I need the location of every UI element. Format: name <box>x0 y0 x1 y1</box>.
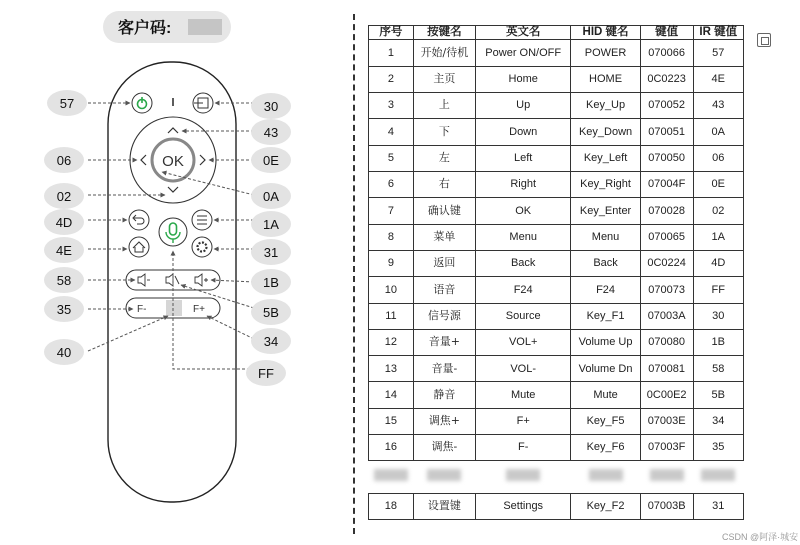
callout-right <box>251 147 291 173</box>
table-cell: 14 <box>369 382 414 408</box>
col-header: HID 键名 <box>571 26 640 40</box>
col-header: 英文名 <box>476 26 571 40</box>
table-cell: 58 <box>693 356 743 382</box>
redacted-cell <box>476 461 571 493</box>
input-source-button[interactable] <box>193 93 213 113</box>
table-row <box>369 408 744 434</box>
table-cell: 07004F <box>640 171 693 197</box>
col-header: IR 键值 <box>693 26 743 40</box>
table-cell: Menu <box>571 224 640 250</box>
redacted-cell <box>571 461 640 493</box>
table-cell: 菜单 <box>413 224 475 250</box>
table-row <box>369 145 744 171</box>
table-cell: 下 <box>413 119 475 145</box>
remote-diagram <box>0 0 352 545</box>
table-header-row <box>369 26 744 40</box>
table-cell: 0E <box>693 171 743 197</box>
table-cell: 12 <box>369 329 414 355</box>
callout-text: 35 <box>56 302 72 317</box>
table-cell: Key_Left <box>571 145 640 171</box>
callout-text: 34 <box>263 334 279 349</box>
table-cell: 07003A <box>640 303 693 329</box>
table-cell: 18 <box>369 493 414 519</box>
callout-text: 0A <box>263 189 279 204</box>
table-cell: 8 <box>369 224 414 250</box>
table-cell: 1B <box>693 329 743 355</box>
table-row <box>369 382 744 408</box>
table-row <box>369 119 744 145</box>
table-cell: 4 <box>369 119 414 145</box>
table-cell: 调焦- <box>413 435 475 461</box>
table-cell: 02 <box>693 198 743 224</box>
table-cell: 音量+ <box>413 329 475 355</box>
callout-text: 4D <box>55 215 73 230</box>
table-cell: OK <box>476 198 571 224</box>
table-cell: 070052 <box>640 92 693 118</box>
table-cell: Key_F2 <box>571 493 640 519</box>
table-cell: 07003F <box>640 435 693 461</box>
table-cell: 7 <box>369 198 414 224</box>
callout-input <box>251 93 291 119</box>
table-cell: 34 <box>693 408 743 434</box>
table-cell: 5 <box>369 145 414 171</box>
table-cell: Home <box>476 66 571 92</box>
table-cell: Down <box>476 119 571 145</box>
table-cell: 11 <box>369 303 414 329</box>
table-cell: VOL- <box>476 356 571 382</box>
customer-code-redacted <box>188 19 222 35</box>
table-cell: Key_Enter <box>571 198 640 224</box>
table-body <box>369 40 744 520</box>
table-cell: HOME <box>571 66 640 92</box>
table-cell: 07003B <box>640 493 693 519</box>
table-row <box>369 171 744 197</box>
table-cell: 0C0224 <box>640 250 693 276</box>
table-cell: Back <box>476 250 571 276</box>
callout-text: 4E <box>56 243 72 258</box>
table-cell: 070080 <box>640 329 693 355</box>
table-cell: Settings <box>476 493 571 519</box>
table-cell: 调焦+ <box>413 408 475 434</box>
callout-text: 40 <box>56 345 72 360</box>
table-cell: 6 <box>369 171 414 197</box>
table-cell: 9 <box>369 250 414 276</box>
table-cell: 0A <box>693 119 743 145</box>
callout-text: 30 <box>263 99 279 114</box>
table-cell: VOL+ <box>476 329 571 355</box>
table-cell: 30 <box>693 303 743 329</box>
customer-code-label: 客户码: <box>118 20 172 37</box>
table-cell: 4E <box>693 66 743 92</box>
col-header: 序号 <box>369 26 414 40</box>
table-cell: 左 <box>413 145 475 171</box>
table-cell: 开始/待机 <box>413 40 475 66</box>
table-cell: 3 <box>369 92 414 118</box>
table-row <box>369 92 744 118</box>
table-cell: 确认键 <box>413 198 475 224</box>
table-row <box>369 493 744 519</box>
table-row <box>369 435 744 461</box>
callout-voice <box>246 360 286 386</box>
table-cell: 0C0223 <box>640 66 693 92</box>
redacted-row <box>369 461 744 493</box>
table-cell: Volume Up <box>571 329 640 355</box>
callout-settings <box>251 239 291 265</box>
table-cell: 15 <box>369 408 414 434</box>
callout-text: 0E <box>263 153 279 168</box>
table-cell: 070028 <box>640 198 693 224</box>
table-row <box>369 356 744 382</box>
table-cell: 设置键 <box>413 493 475 519</box>
table-cell: Source <box>476 303 571 329</box>
focus-plus-button[interactable]: F+ <box>193 304 205 315</box>
redacted-block <box>650 469 684 481</box>
table-cell: F24 <box>476 277 571 303</box>
callout-f-plus <box>251 328 291 354</box>
ok-label: OK <box>162 153 184 170</box>
callout-text: 57 <box>59 96 75 111</box>
table-cell: 070051 <box>640 119 693 145</box>
table-cell: 语音 <box>413 277 475 303</box>
callout-text: 31 <box>263 245 279 260</box>
table-cell: 返回 <box>413 250 475 276</box>
table-cell: F- <box>476 435 571 461</box>
key-mapping-table <box>368 25 744 520</box>
col-header: 按键名 <box>413 26 475 40</box>
scan-icon <box>757 33 771 47</box>
table-cell: 上 <box>413 92 475 118</box>
voice-button[interactable] <box>159 218 187 246</box>
table-row <box>369 224 744 250</box>
table-cell: 070066 <box>640 40 693 66</box>
table-cell: FF <box>693 277 743 303</box>
table-row <box>369 329 744 355</box>
table-cell: Up <box>476 92 571 118</box>
table-cell: 35 <box>693 435 743 461</box>
table-cell: 右 <box>413 171 475 197</box>
table-cell: F+ <box>476 408 571 434</box>
callout-text: FF <box>258 366 274 381</box>
callout-power <box>47 90 87 116</box>
callout-text: 02 <box>56 189 72 204</box>
redacted-block <box>374 469 408 481</box>
table-cell: POWER <box>571 40 640 66</box>
settings-button[interactable] <box>192 237 212 257</box>
table-cell: Back <box>571 250 640 276</box>
redacted-block <box>701 469 735 481</box>
table-row <box>369 303 744 329</box>
callout-text: 06 <box>56 153 72 168</box>
table-cell: 4D <box>693 250 743 276</box>
table-cell: 31 <box>693 493 743 519</box>
table-cell: 信号源 <box>413 303 475 329</box>
table-row <box>369 198 744 224</box>
callout-ok <box>251 183 291 209</box>
table-row <box>369 66 744 92</box>
table-cell: Key_F1 <box>571 303 640 329</box>
home-button[interactable] <box>129 237 149 257</box>
table-cell: Key_Right <box>571 171 640 197</box>
table-cell: 43 <box>693 92 743 118</box>
col-header: 键值 <box>640 26 693 40</box>
table-row <box>369 277 744 303</box>
table-cell: 06 <box>693 145 743 171</box>
table-cell: 070065 <box>640 224 693 250</box>
customer-code-badge <box>103 11 231 43</box>
table-cell: 07003E <box>640 408 693 434</box>
callout-text: 1B <box>263 275 279 290</box>
table-cell: F24 <box>571 277 640 303</box>
table-cell: Mute <box>571 382 640 408</box>
table-cell: 音量- <box>413 356 475 382</box>
callout-text: 43 <box>263 125 279 140</box>
table-cell: Key_F5 <box>571 408 640 434</box>
table-row <box>369 40 744 66</box>
redacted-cell <box>369 461 414 493</box>
callout-text: 1A <box>263 217 279 232</box>
redacted-cell <box>413 461 475 493</box>
table-cell: Key_Up <box>571 92 640 118</box>
redacted-block <box>506 469 540 481</box>
callout-text: 5B <box>263 305 279 320</box>
focus-minus-button[interactable]: F- <box>137 304 147 315</box>
callout-text: 58 <box>56 273 72 288</box>
callout-vol-down <box>44 267 84 293</box>
table-cell: Mute <box>476 382 571 408</box>
redacted-block <box>427 469 461 481</box>
watermark: CSDN @阿泽·城安 <box>722 532 799 542</box>
table-cell: Power ON/OFF <box>476 40 571 66</box>
callout-left <box>44 147 84 173</box>
menu-button[interactable] <box>192 210 212 230</box>
redacted-cell <box>640 461 693 493</box>
table-cell: 57 <box>693 40 743 66</box>
table-cell: Menu <box>476 224 571 250</box>
callout-down <box>44 183 84 209</box>
table-cell: 静音 <box>413 382 475 408</box>
callout-home <box>44 237 84 263</box>
table-cell: 10 <box>369 277 414 303</box>
table-cell: Key_Down <box>571 119 640 145</box>
callout-vol-up <box>251 269 291 295</box>
table-cell: 070073 <box>640 277 693 303</box>
table-cell: 1 <box>369 40 414 66</box>
table-row <box>369 250 744 276</box>
table-cell: Volume Dn <box>571 356 640 382</box>
redacted-cell <box>693 461 743 493</box>
callout-menu <box>251 211 291 237</box>
table-cell: Key_F6 <box>571 435 640 461</box>
callout-back <box>44 209 84 235</box>
table-cell: 13 <box>369 356 414 382</box>
callout-blurred-left <box>44 339 84 365</box>
table-cell: 16 <box>369 435 414 461</box>
callout-f-minus <box>44 296 84 322</box>
callout-mute <box>251 299 291 325</box>
table-cell: 1A <box>693 224 743 250</box>
power-button[interactable] <box>132 93 152 113</box>
redacted-button <box>166 300 182 316</box>
table-cell: Right <box>476 171 571 197</box>
dashed-divider <box>353 14 355 534</box>
table-cell: 0C00E2 <box>640 382 693 408</box>
back-button[interactable] <box>129 210 149 230</box>
callout-up <box>251 119 291 145</box>
table-cell: Left <box>476 145 571 171</box>
table-cell: 070081 <box>640 356 693 382</box>
ok-button[interactable] <box>152 139 194 181</box>
redacted-block <box>589 469 623 481</box>
table-cell: 070050 <box>640 145 693 171</box>
table-cell: 2 <box>369 66 414 92</box>
table-cell: 主页 <box>413 66 475 92</box>
table-cell: 5B <box>693 382 743 408</box>
